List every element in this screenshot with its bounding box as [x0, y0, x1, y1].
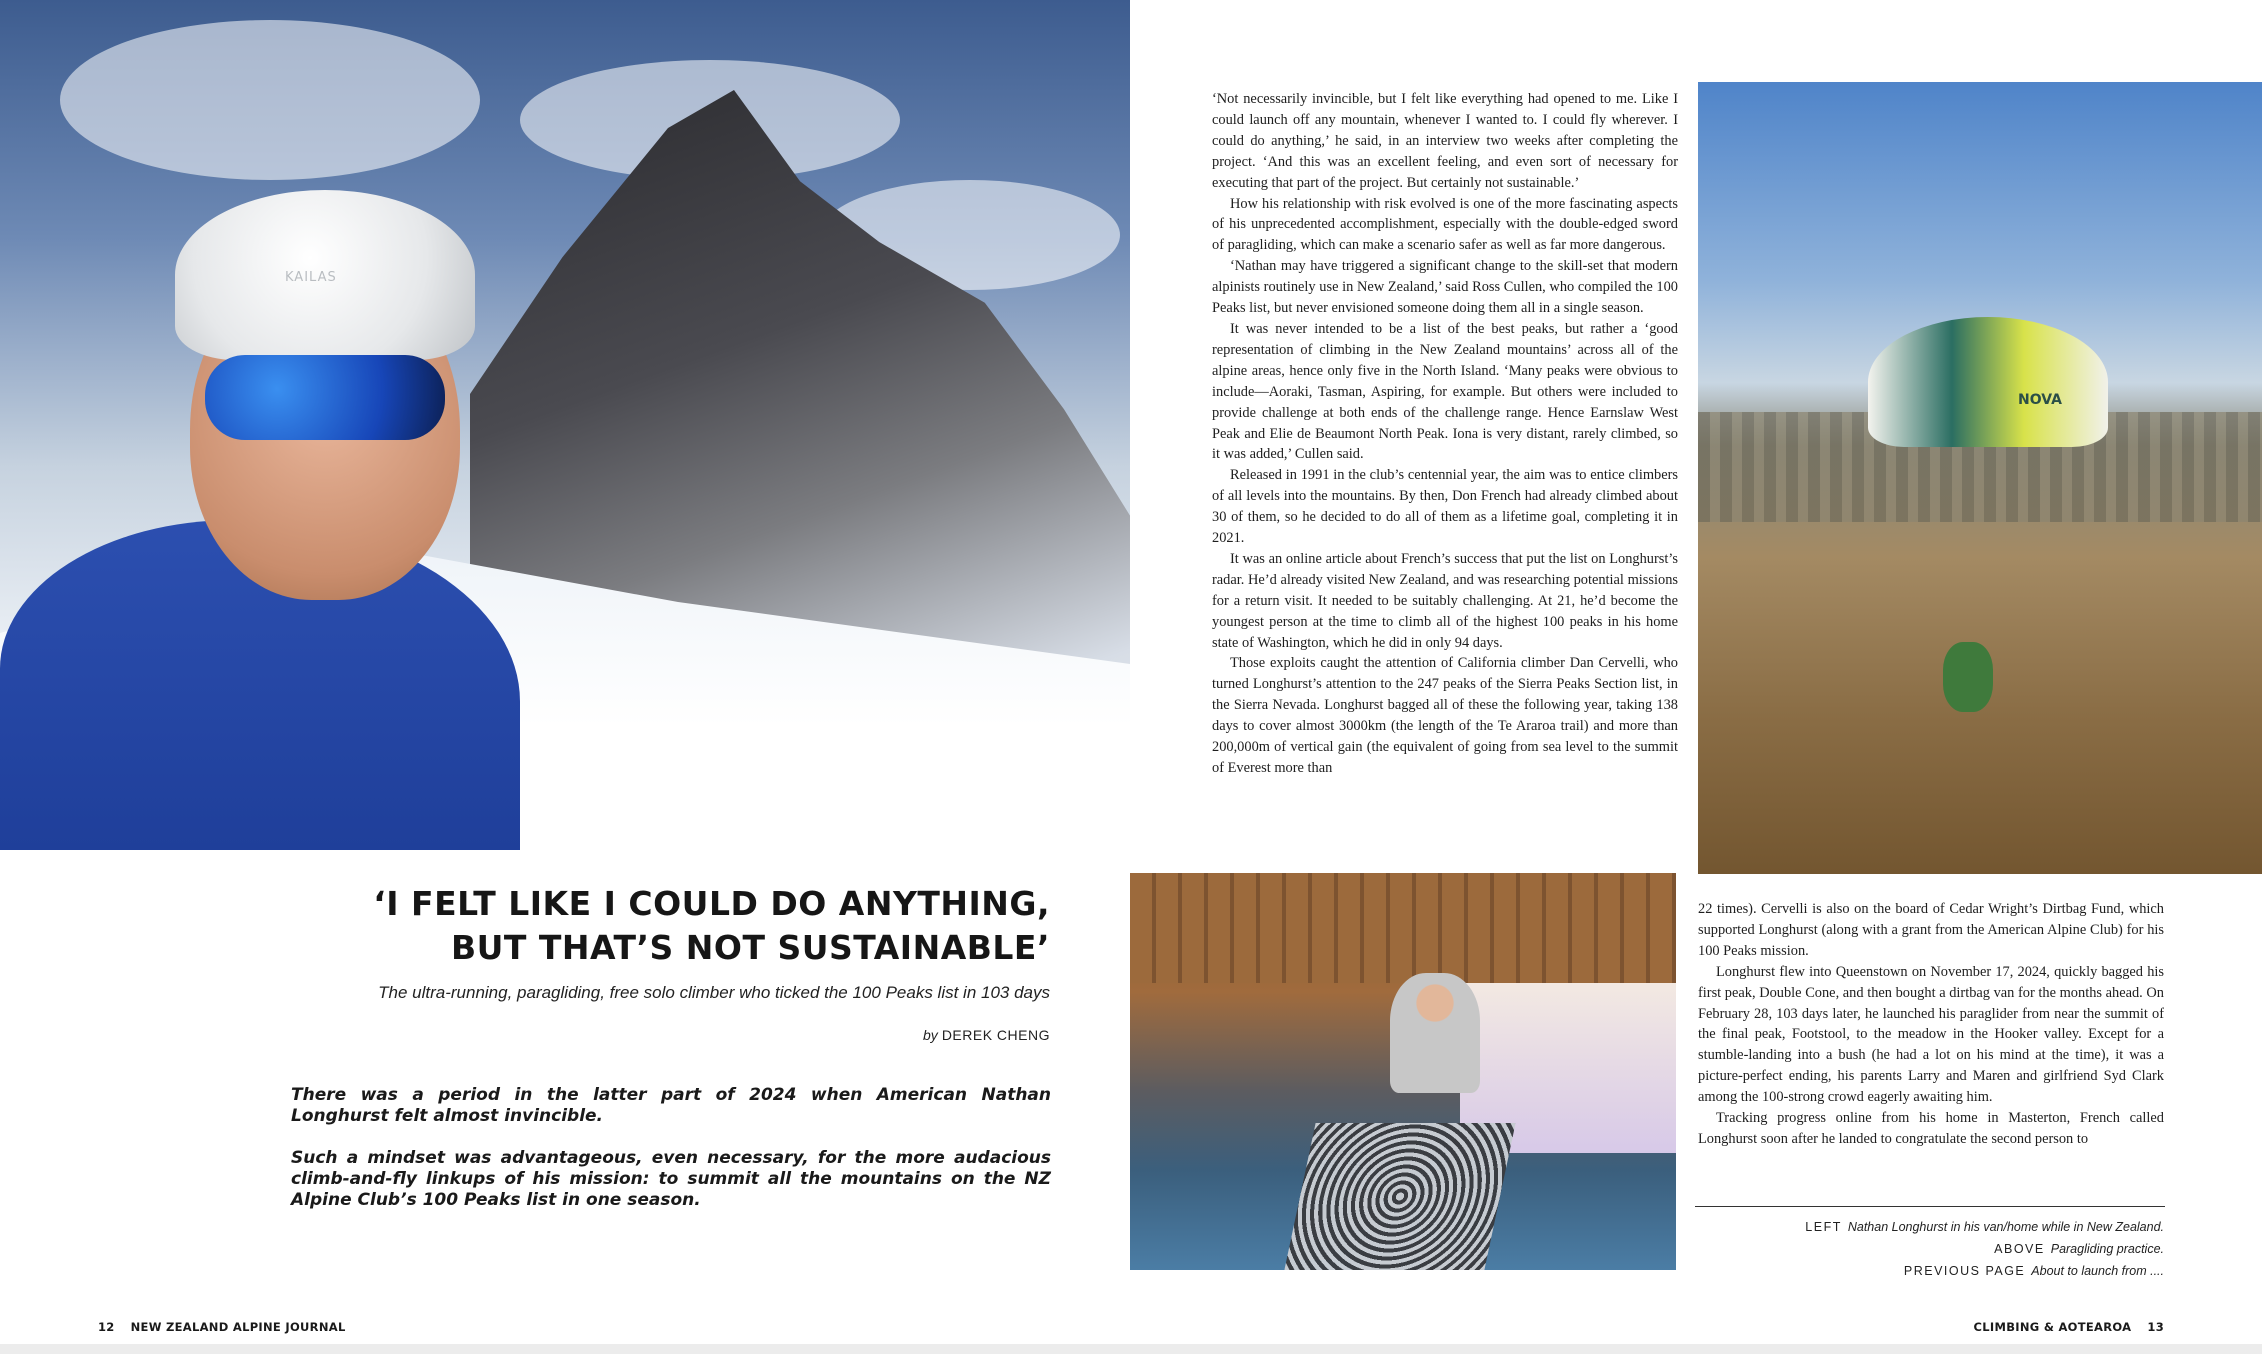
person-in-van — [1390, 973, 1480, 1093]
caption-above — [1700, 1238, 2164, 1260]
article-subtitle: The ultra-running, paragliding, free solo climber who ticked the 100 Peaks list in 103 days — [378, 983, 1050, 1002]
caption-previous-page — [1700, 1260, 2164, 1282]
photo-captions — [1700, 1216, 2164, 1282]
journal-title: NEW ZEALAND ALPINE JOURNAL — [130, 1320, 346, 1334]
footer-right — [1974, 1320, 2164, 1334]
page-number-right: 13 — [2147, 1320, 2164, 1334]
byline — [700, 1027, 1050, 1043]
paraglider-wing — [1868, 317, 2108, 447]
wing-logo: NOVA — [2018, 392, 2062, 408]
section-title: CLIMBING & AOTEAROA — [1973, 1320, 2132, 1334]
byline-prefix: by — [923, 1027, 938, 1043]
intro-paragraph: There was a period in the latter part of 2024 when American Nathan Longhurst felt almost invincible. — [291, 1085, 1051, 1126]
caption-text: Paragliding practice. — [2050, 1242, 2164, 1256]
body-paragraph: Those exploits caught the attention of California climber Dan Cervelli, who turned Longhurst’s attention to the 247 peaks of the Sierra Peaks Section list, in the Sierra Nevada. Longhurst bagged all of these the following year, taking 138 days to cover almost 3000km (the length of the Te Araroa trail) and more than 200,000m of vertical gain (the equivalent of going from sea level to the summit of Everest more than — [1212, 655, 1678, 776]
headline-line-1: ‘I FELT LIKE I COULD DO ANYTHING, — [373, 884, 1050, 923]
paragliding-photo — [1698, 82, 2262, 874]
body-paragraph: Tracking progress online from his home in Masterton, French called Longhurst soon after he landed to congratulate the second person to — [1698, 1110, 2164, 1147]
body-paragraph: It was never intended to be a list of the best peaks, but rather a ‘good representation of climbing in the New Zealand mountains’ across all of the alpine areas, hence only five in the North Island. ‘Many peaks were obvious to include—Aoraki, Tasman, Aspiring, for example. But others were included to provide challenge at both ends of the challenge range. Hence Earnslaw West Peak and Elie de Beaumont North Peak. Iona is very distant, rarely climbed, so it was added,’ Cullen said. — [1212, 320, 1678, 463]
body-column-left — [1212, 89, 1678, 859]
body-paragraph: ‘Nathan may have triggered a significant change to the skill-set that modern alpinists routinely use in New Zealand,’ said Ross Cullen, who compiled the 100 Peaks list, but never envisioned someone doing them all in a single season. — [1212, 258, 1678, 317]
caption-label: LEFT — [1805, 1220, 1842, 1234]
caption-text: Nathan Longhurst in his van/home while in New Zealand. — [1847, 1220, 2164, 1234]
caption-left — [1700, 1216, 2164, 1238]
body-paragraph: How his relationship with risk evolved is one of the more fascinating aspects of his unprecedented accomplishment, especially with the double-edged sword of paragliding, which can make a scenario safer as well as far more dangerous. — [1212, 195, 1678, 254]
van-interior-photo — [1130, 873, 1676, 1270]
summit-selfie-photo — [0, 0, 1130, 850]
byline-author: DEREK CHENG — [941, 1027, 1050, 1043]
van-ceiling — [1130, 873, 1676, 983]
article-headline — [300, 882, 1050, 970]
body-paragraph: It was an online article about French’s success that put the list on Longhurst’s radar. He’d already visited New Zealand, and was researching potential missions for a return visit. It needed to be suitably challenging. At 21, he’d become the youngest person at the time to climb all of the highest 100 peaks in his home state of Washington, which he did in only 94 days. — [1212, 550, 1678, 651]
caption-divider — [1695, 1206, 2165, 1207]
body-paragraph: Longhurst flew into Queenstown on November 17, 2024, quickly bagged his first peak, Double Cone, and then bought a dirtbag van for the months ahead. On February 28, 103 days later, he launched his paraglider from near the summit of the final peak, Footstool, to the meadow in the Hooker valley. Except for a stumble-landing into a bush (he had a lot on his mind at the time), it was a picture-perfect ending, his parents Larry and Maren and girlfriend Syd Clark among the 100-strong crowd eagerly awaiting him. — [1698, 963, 2164, 1106]
helmet-logo: KAILAS — [285, 270, 337, 285]
page-bottom-edge — [0, 1344, 2262, 1354]
footer-left — [98, 1320, 346, 1334]
caption-text: About to launch from .... — [2031, 1264, 2164, 1278]
body-column-right — [1698, 899, 2164, 1199]
climber-helmet — [175, 190, 475, 360]
headline-line-2: BUT THAT’S NOT SUSTAINABLE’ — [450, 928, 1050, 967]
cloud — [60, 20, 480, 180]
paraglider-pilot — [1943, 642, 1993, 712]
body-paragraph: Released in 1991 in the club’s centennial year, the aim was to entice climbers of all levels into the mountains. By then, Don French had already climbed about 30 of them, so he decided to do all of them as a lifetime goal, completing it in 2021. — [1212, 467, 1678, 547]
intro-paragraph: Such a mindset was advantageous, even necessary, for the more audacious climb-and-fly linkups of his mission: to summit all the mountains on the NZ Alpine Club’s 100 Peaks list in one season. — [291, 1148, 1051, 1210]
body-paragraph: 22 times). Cervelli is also on the board of Cedar Wright’s Dirtbag Fund, which supported Longhurst (along with a grant from the American Alpine Club) for his 100 Peaks mission. — [1698, 901, 2164, 959]
sunglasses — [205, 355, 445, 440]
page-number-left: 12 — [98, 1320, 115, 1334]
body-paragraph: ‘Not necessarily invincible, but I felt like everything had opened to me. Like I could launch off any mountain, whenever I wanted to. I could fly wherever. I could do anything,’ he said, in an interview two weeks after completing the project. ‘And this was an excellent feeling, and even sort of necessary for executing that part of the project. But certainly not sustainable.’ — [1212, 91, 1678, 191]
caption-label: PREVIOUS PAGE — [1903, 1264, 2026, 1278]
sleeping-pad — [1284, 1123, 1515, 1270]
caption-label: ABOVE — [1994, 1242, 2045, 1256]
